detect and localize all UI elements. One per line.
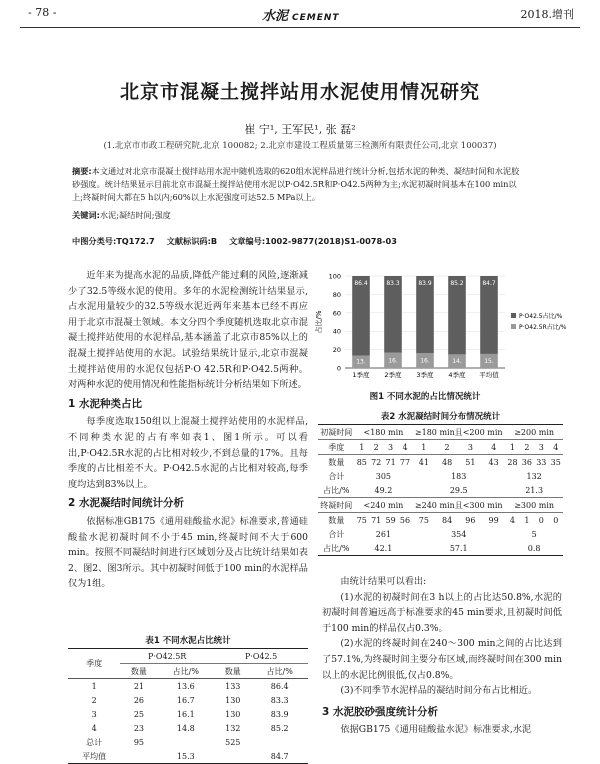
table-cell: 85 xyxy=(356,457,367,467)
affiliation: (1.北京市市政工程研究院,北京 100082; 2.北京市建设工程质量第三检测所有限责任公司,北京 100037) xyxy=(103,141,497,151)
table-cell: 72 xyxy=(371,457,382,467)
table-cell: 合计 xyxy=(328,471,345,481)
data-label-po425r: 14. xyxy=(452,358,462,366)
abstract-text: 本文通过对北京市混凝土搅拌站用水泥中随机选取的620组水泥样品进行统计分析,包括水泥的种类、凝结时间和水泥胶砂强度。统计结果显示目前北京市混凝土搅拌站使用水泥以P·O42.5R和P·O42.5两种为主;水泥初凝时间基本在100 min以上;终凝时间大都在5 h以内;60%以上水泥强度可达52.5 MPa以上。 xyxy=(72,166,520,202)
x-tick-label: 平均值 xyxy=(479,371,499,379)
x-tick-label: 2季度 xyxy=(384,371,402,379)
table-1-caption: 表1 不同水泥占比统计 xyxy=(145,636,231,646)
table-cell: 71 xyxy=(385,457,396,467)
table-cell: 初凝时间 xyxy=(318,425,355,440)
table-cell: 2 xyxy=(520,440,534,455)
data-label-po425: 86.4 xyxy=(354,280,368,287)
table-cell: 77 xyxy=(399,457,411,467)
table-cell: 4 xyxy=(548,440,563,455)
bar-chart xyxy=(315,268,585,386)
table-cell: ≥180 min且<200 min xyxy=(412,425,505,440)
table-row xyxy=(318,455,563,470)
data-label-po425r: 16. xyxy=(388,357,398,365)
table-cell: 84 xyxy=(442,515,453,525)
x-tick-label: 1季度 xyxy=(352,371,370,379)
table-row xyxy=(318,513,563,528)
abstract xyxy=(72,165,527,204)
table-cell: 21.3 xyxy=(505,483,563,498)
table-cell: 41 xyxy=(418,457,429,467)
x-tick-label: 3季度 xyxy=(416,371,434,379)
table-cell: 56 xyxy=(399,515,411,525)
table-cell: 1 xyxy=(355,440,369,455)
table-cell: 183 xyxy=(451,471,467,481)
table-1: 表1 不同水泥占比统计 季度 P·O42.5R P·O42.5 数量 占比/% 数量 占比/% 1 21 13.6 133 86.4 2 26 16.7 130 83.3 3 25 16.1 130 83.9 4 23 14.8 132 85.2 总计 95 525 平均值 15.3 84.7 xyxy=(68,634,308,764)
legend-swatch xyxy=(511,313,516,318)
table-cell: 季度 xyxy=(318,440,355,455)
table-cell: 261 xyxy=(375,529,392,539)
table-cell: 42.1 xyxy=(374,543,393,553)
data-label-po425: 83.9 xyxy=(418,280,432,287)
table-cell: 0 xyxy=(538,515,544,525)
table-cell: 48 xyxy=(442,457,453,467)
table-cell: 数量 xyxy=(328,457,345,467)
table-cell: <240 min xyxy=(355,498,413,513)
table-cell: 终凝时间 xyxy=(318,498,355,513)
table-cell: ≥240 min且<300 min xyxy=(412,498,505,513)
table-cell: 59 xyxy=(385,515,396,525)
y-tick-label: 0 xyxy=(336,364,341,373)
keywords: 关键词:水泥;凝结时间;强度 xyxy=(72,210,171,220)
section-2-paragraph: 依据标准GB175《通用硅酸盐水泥》标准要求,普通硅酸盐水泥初凝时间不小于45 min,终凝时间不大于600 min。按照不同凝结时间进行区域划分及占比统计结果如表2、图2、图3所示。其中初凝时间低于100 min的水泥样品仅为1组。 xyxy=(68,515,308,590)
table-cell: <180 min xyxy=(355,425,413,440)
bar-po425 xyxy=(448,276,466,354)
table-cell: ≥300 min xyxy=(505,498,563,513)
bar-po425 xyxy=(352,276,370,355)
table-cell: 占比/% xyxy=(318,483,355,498)
journal-logo: 水泥 CEMENT xyxy=(262,9,340,24)
table-cell: 2 xyxy=(435,440,458,455)
setting-time-table xyxy=(318,424,563,556)
data-label-po425r: 16. xyxy=(420,357,430,365)
table-row xyxy=(318,498,563,513)
data-label-po425r: 13. xyxy=(356,358,366,366)
section-1-heading: 1 水泥种类占比 xyxy=(68,397,142,410)
table-cell: 5 xyxy=(531,529,537,539)
intro-paragraph: 近年来为提高水泥的品质,降低产能过剩的风险,逐渐减少了32.5等级水泥的使用。多年的水泥检测统计结果显示,占水泥用量较少的32.5等级水泥近两年来基本已经不再应用于北京市混凝土领域。本文分四个季度随机选取北京市混凝土搅拌站使用的水泥样品,基本涵盖了北京市85%以上的混凝土搅拌站使用的水泥。试验结果统计显示,北京市混凝土搅拌站使用的水泥仅包括P·O 42.5R和P·O42.5两种。对两种水泥的使用情况和性能指标统计分析结果如下所述。 xyxy=(68,270,308,391)
abstract-label: 摘要: xyxy=(72,166,92,176)
legend-label: P·O42.5R占比/% xyxy=(519,324,567,331)
data-label-po425r: 15. xyxy=(484,357,494,365)
table-cell: 1 xyxy=(524,515,530,525)
bar-po425 xyxy=(416,276,434,353)
section-2-heading: 2 水泥凝结时间统计分析 xyxy=(68,497,184,510)
table-cell: 132 xyxy=(526,471,542,481)
table-cell: 数量 xyxy=(328,515,345,525)
table-cell: 占比/% xyxy=(323,543,350,553)
figure-1-caption: 图1 不同水泥的占比情况统计 xyxy=(369,392,481,402)
table-cell: 1 xyxy=(505,440,519,455)
result-item-3: (3)不同季节水泥样品的凝结时间分布占比相近。 xyxy=(340,685,538,697)
table-cell: 4 xyxy=(509,515,516,525)
bar-po425 xyxy=(384,276,402,353)
table-cell: 96 xyxy=(465,515,476,525)
y-tick-label: 60 xyxy=(332,309,341,318)
table-cell: 33 xyxy=(536,457,547,467)
issue-label: 2018.增刊 xyxy=(520,8,574,21)
table-row xyxy=(318,440,563,455)
table-cell: 合计 xyxy=(328,529,345,539)
figure-1 xyxy=(315,268,585,386)
table-cell: 49.2 xyxy=(355,483,413,498)
table-cell: 75 xyxy=(418,515,429,525)
section-3-paragraph: 依据GB175《通用硅酸盐水泥》标准要求,水泥 xyxy=(340,724,532,736)
table-cell: 3 xyxy=(459,440,482,455)
table-cell: 36 xyxy=(521,457,532,467)
table-2 xyxy=(318,410,563,556)
table-cell: 51 xyxy=(465,457,476,467)
table-row: 1 21 13.6 133 86.4 xyxy=(91,681,289,691)
results-lead: 由统计结果可以看出: xyxy=(340,576,427,587)
table-row: 平均值 15.3 84.7 xyxy=(68,749,308,764)
y-axis-label: 占比/% xyxy=(315,310,323,334)
table-cell: 99 xyxy=(488,515,499,525)
table-cell: ≥200 min xyxy=(505,425,563,440)
table-cell: 2 xyxy=(369,440,383,455)
table-2-caption: 表2 水泥凝结时间分布情况统计 xyxy=(380,412,501,422)
legend-label: P·O42.5占比/% xyxy=(519,313,563,320)
header-rule xyxy=(20,27,580,28)
table-row: 4 23 14.8 132 85.2 xyxy=(91,723,289,733)
table-row: 3 25 16.1 130 83.9 xyxy=(91,709,289,719)
table-cell: 4 xyxy=(398,440,412,455)
table-cell: 1 xyxy=(412,440,435,455)
table-row xyxy=(318,425,563,440)
section-3-heading: 3 水泥胶砂强度统计分析 xyxy=(322,705,438,718)
table-cell: 75 xyxy=(356,515,367,525)
table-cell: 43 xyxy=(488,457,499,467)
table-row xyxy=(318,483,563,498)
table-row: 2 26 16.7 130 83.3 xyxy=(91,695,289,705)
table-row xyxy=(318,541,563,556)
table-cell: 29.5 xyxy=(412,483,505,498)
data-label-po425: 85.2 xyxy=(450,280,464,287)
x-tick-label: 4季度 xyxy=(448,371,466,379)
table-row xyxy=(318,527,563,541)
y-tick-label: 40 xyxy=(332,327,341,336)
data-label-po425: 83.3 xyxy=(386,280,400,287)
table-cell: 305 xyxy=(375,471,392,481)
result-item-1: (1)水泥的初凝时间在3 h以上的占比达50.8%,水泥的初凝时间普遍远高于标准要求的45 min要求,且初凝时间低于100 min的样品仅占0.3%。 xyxy=(322,591,562,634)
table-cell: 28 xyxy=(507,457,518,467)
authors: 崔 宁¹, 王军民¹, 张 磊² xyxy=(244,123,356,136)
table-cell: 35 xyxy=(550,457,561,467)
bar-po425 xyxy=(480,276,498,354)
section-1-paragraph: 每季度选取150组以上混凝土搅拌站使用的水泥样品,不同种类水泥的占有率如表1、图1所示。可以看出,P·O42.5R水泥的占比相对较少,不到总量的17%。且每季度的占比相差不大。P·O42.5水泥的占比相对较高,每季度均达到83%以上。 xyxy=(68,416,308,490)
y-tick-label: 20 xyxy=(332,346,341,355)
running-header xyxy=(0,6,600,26)
data-label-po425: 84.7 xyxy=(482,280,496,287)
legend-swatch xyxy=(511,324,516,329)
right-column xyxy=(322,574,562,738)
y-tick-label: 80 xyxy=(332,290,341,299)
table-cell: 0 xyxy=(553,515,559,525)
table-cell: 57.1 xyxy=(449,543,468,553)
left-column xyxy=(68,268,308,592)
table-cell: 3 xyxy=(383,440,397,455)
y-tick-label: 100 xyxy=(328,272,341,281)
table-cell: 4 xyxy=(482,440,505,455)
table-cell: 71 xyxy=(371,515,382,525)
paper-title: 北京市混凝土搅拌站用水泥使用情况研究 xyxy=(119,81,480,103)
table-cell: 0.8 xyxy=(527,543,541,553)
table-cell: 3 xyxy=(534,440,548,455)
classification-line: 中图分类号:TQ172.7 文献标识码:B 文章编号:1002-9877(2018)S1-0078-03 xyxy=(72,236,397,246)
page-number: - 78 - xyxy=(28,6,57,19)
table-row: 总计 95 525 xyxy=(86,737,241,747)
table-cell: 354 xyxy=(451,529,467,539)
result-item-2: (2)水泥的终凝时间在240～300 min之间的占比达到了57.1%,为终凝时间主要分布区域,而终凝时间在300 min以上的水泥比例很低,仅占0.8%。 xyxy=(322,638,562,681)
table-row xyxy=(318,469,563,483)
